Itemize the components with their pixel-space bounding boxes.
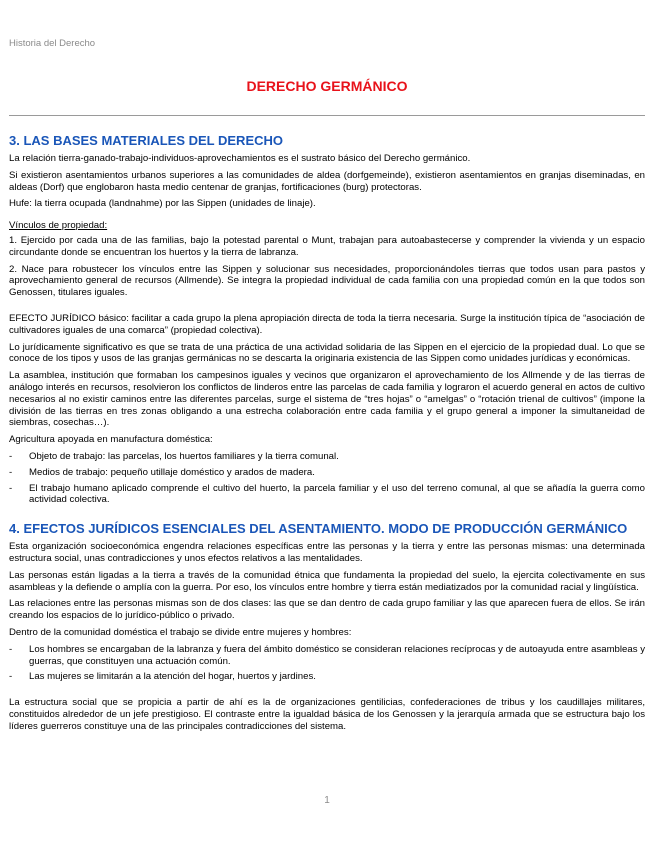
- list-item: - Medios de trabajo: pequeño utillaje doméstico y arados de madera.: [9, 466, 315, 478]
- list-dash: -: [9, 450, 13, 462]
- paragraph: Hufe: la tierra ocupada (landnahme) por las Sippen (unidades de linaje).: [9, 198, 316, 210]
- section-bases-materiales: [9, 133, 645, 506]
- paragraph: EFECTO JURÍDICO básico: facilitar a cada grupo la plena apropiación directa de toda la tierra necesaria. Surge la institución típica de “asociación de cultivadores iguales de una comarca” (propiedad colectiva).: [9, 312, 645, 336]
- paragraph: 2. Nace para robustecer los vínculos entre las Sippen y solucionar sus necesidades, proporcionándoles tierras que todos usan para pastos y aprovechamiento general de recursos (Allmende). Se integra la propiedad individual de cada familia con una propiedad común en la que todos son Genossen, titulares iguales.: [9, 263, 645, 299]
- section-heading: 4. EFECTOS JURÍDICOS ESENCIALES DEL ASENTAMIENTO. MODO DE PRODUCCIÓN GERMÁNICO: [9, 521, 628, 537]
- list-dash: -: [9, 466, 13, 478]
- title-divider: [9, 115, 645, 116]
- page-number: 1: [324, 795, 330, 806]
- list-item: - El trabajo humano aplicado comprende el cultivo del huerto, la parcela familiar y el uso del terreno comunal, al que se añadía la guerra como actividad colectiva.: [9, 482, 645, 506]
- paragraph: Si existieron asentamientos urbanos superiores a las comunidades de aldea (dorfgemeinde), existieron asentamientos en granjas diseminadas, en aldeas (Dorf) que englobaron hasta medio centenar de granjas, fortificaciones (burg) protectoras.: [9, 169, 645, 193]
- section-heading: 3. LAS BASES MATERIALES DEL DERECHO: [9, 133, 283, 148]
- document-body: [9, 133, 645, 737]
- section-efectos-juridicos: [9, 521, 645, 732]
- paragraph: La relación tierra-ganado-trabajo-individuos-aprovechamientos es el sustrato básico del Derecho germánico.: [9, 153, 471, 164]
- paragraph: La estructura social que se propicia a partir de ahí es la de organizaciones gentilicias, confederaciones de tribus y los caudillajes militares, constituidos alrededor de un jefe prestigioso. El contraste entre la igualdad básica de los Genossen y la jerarquía armada que se estructura bajo los líderes guerreros constituye una de las principales contradicciones del sistema.: [9, 697, 645, 732]
- subheading-vinculos: Vínculos de propiedad:: [9, 220, 108, 232]
- paragraph: Las relaciones entre las personas mismas son de dos clases: las que se dan dentro de cada grupo familiar y las que aparecen fuera de ellos. Se irán creando los espacios de lo jurídico-público o privado.: [9, 598, 645, 622]
- paragraph: Esta organización socioeconómica engendra relaciones específicas entre las personas y la tierra y entre las personas mismas: una determinada estructura social, unas contradicciones y unos efectos relativos a las mentalidades.: [9, 541, 645, 564]
- list-item: - Las mujeres se limitarán a la atención del hogar, huertos y jardines.: [9, 671, 316, 683]
- bullet-list: [9, 644, 645, 683]
- list-dash: -: [9, 671, 13, 683]
- paragraph: Agricultura apoyada en manufactura doméstica:: [9, 434, 213, 446]
- list-dash: -: [9, 643, 13, 655]
- list-dash: -: [9, 482, 13, 494]
- paragraph: La asamblea, institución que formaban los campesinos iguales y vecinos que organizaron el aprovechamiento de los Allmende y de las tierras de análogo interés en recursos, resolvieron los conflictos de linderos entre las parcelas de cada familia y lograron el acuerdo general en actos de cultivo necesarios al no existir caminos entre las diferentes parcelas, surge el sistema de “tres hojas” o “amelgas” o “rotación trienal de cultivos” (impone la división de las tierras en tres zonas obligando a una estrecha colaboración entre cada familia y el grupo general a imponer la simultaneidad de siembras, cosechas…).: [9, 370, 645, 429]
- running-header: Historia del Derecho: [9, 38, 96, 49]
- bullet-list: [9, 451, 645, 506]
- list-item: - Los hombres se encargaban de la labranza y fuera del ámbito doméstico se consideran relaciones recíprocas y de autoayuda entre asambleas y guerras, que constituyen una actuación común.: [9, 643, 645, 667]
- list-item: - Objeto de trabajo: las parcelas, los huertos familiares y la tierra comunal.: [9, 450, 339, 462]
- paragraph: Lo jurídicamente significativo es que se trata de una práctica de una actividad solidaria de las Sippen en el ejercicio de la propiedad dual. Lo que se conoce de los tipos y usos de las granjas germánicas no se descarta la originaria existencia de las Sippen como unidades jurídicas y económicas.: [9, 341, 645, 365]
- paragraph: Las personas están ligadas a la tierra a través de la comunidad étnica que fundamenta la propiedad del suelo, la ejercita colectivamente en sus asambleas y la defiende o amplía con la guerra. Por eso, los vínculos entre hombre y tierra están mediatizados por la comunidad racial y lingüística.: [9, 569, 645, 593]
- paragraph: 1. Ejercido por cada una de las familias, bajo la potestad parental o Munt, trabajan para autoabastecerse y comprender la vivienda y un espacio circundante donde se encuentran los huertos y la tierra de labranza.: [9, 234, 645, 258]
- paragraph: Dentro de la comunidad doméstica el trabajo se divide entre mujeres y hombres:: [9, 626, 352, 638]
- document-title: DERECHO GERMÁNICO: [246, 78, 408, 94]
